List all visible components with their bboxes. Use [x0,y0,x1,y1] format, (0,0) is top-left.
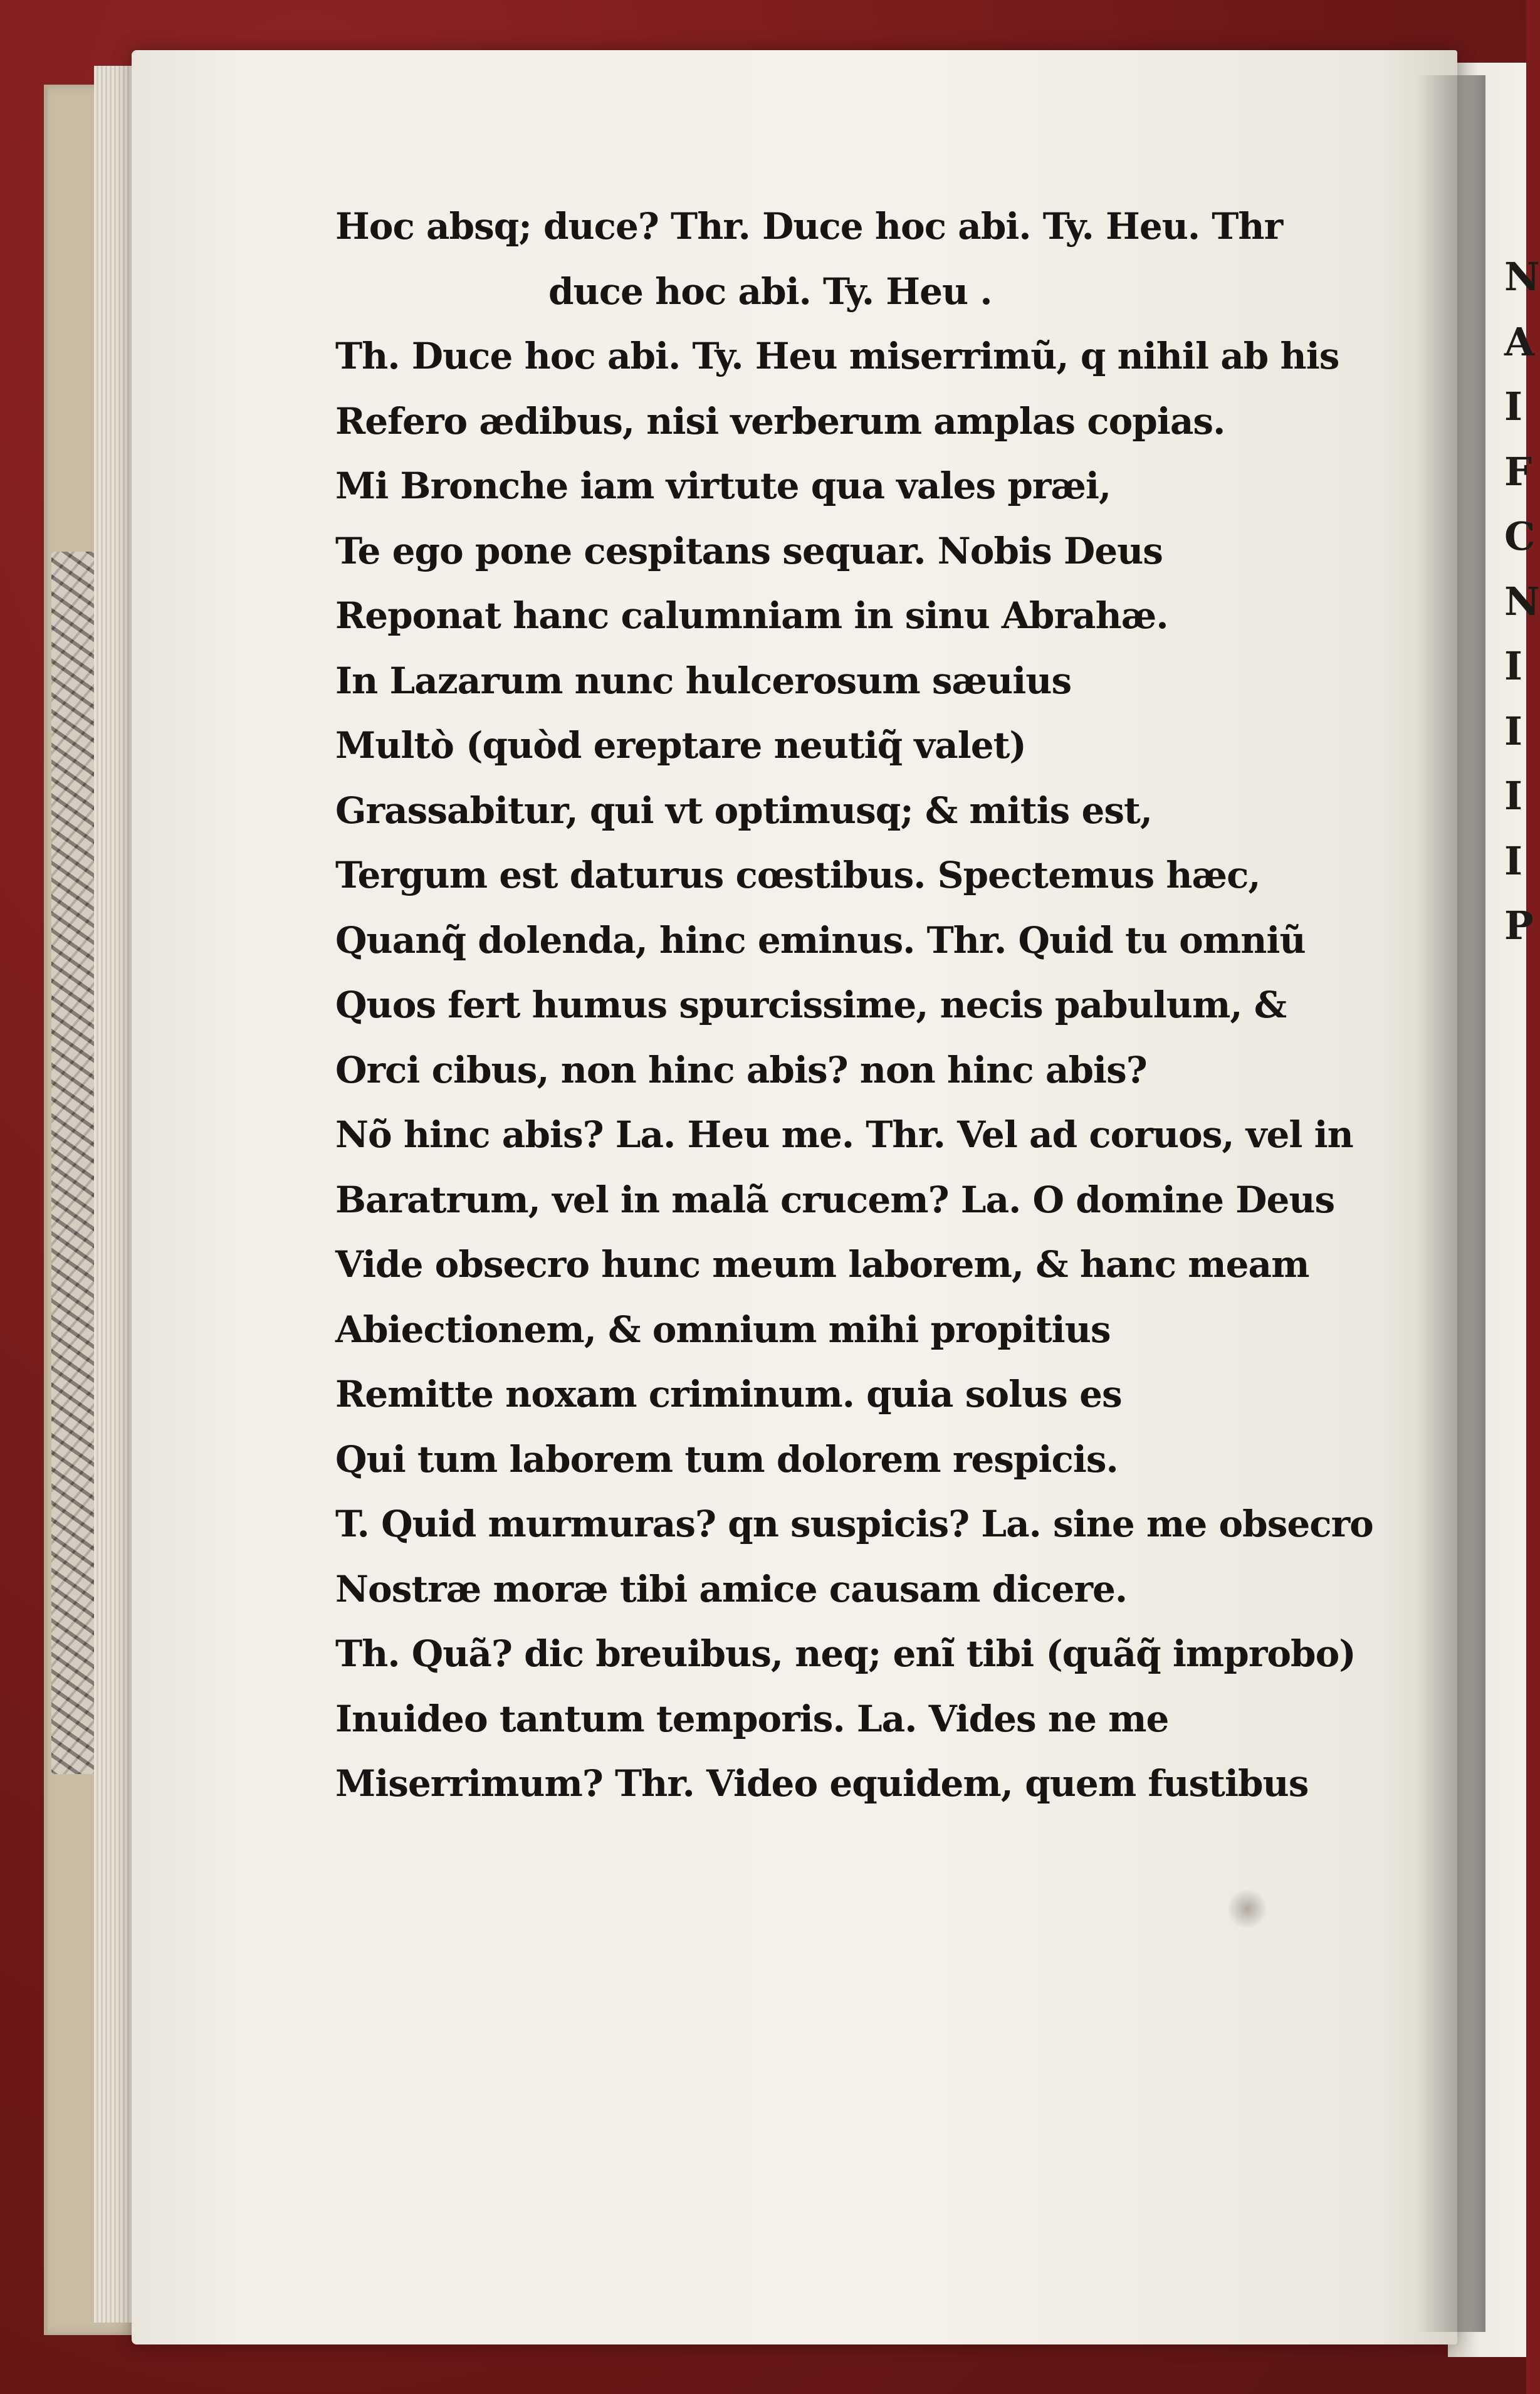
text-line: Th. Quã? dic breuibus, neq; enĩ tibi (quãq̃ improbo) [335,1632,1356,1675]
text-line: T. Quid murmuras? qn suspicis? La. sine me obsecro [335,1503,1373,1545]
text-line: Quos fert humus spurcissime, necis pabulum, & [335,984,1287,1026]
facing-letter: I [1504,773,1523,819]
text-line: Te ego pone cespitans sequar. Nobis Deus [335,529,1163,572]
ink-smudge [1228,1887,1266,1931]
text-line: Grassabitur, qui vt optimusq; & mitis est, [335,789,1153,832]
facing-letter: I [1504,837,1523,884]
text-line: duce hoc abi. Ty. Heu . [548,270,992,313]
text-line: Th. Duce hoc abi. Ty. Heu miserrimũ, q nihil ab his [335,335,1339,377]
text-line: Vide obsecro hunc meum laborem, & hanc meam [335,1243,1309,1286]
text-line: Hoc absq; duce? Thr. Duce hoc abi. Ty. Heu. Thr [335,205,1283,248]
text-line: Quanq̃ dolenda, hinc eminus. Thr. Quid tu omniũ [335,918,1306,962]
facing-letter: A [1504,318,1535,365]
text-line: Orci cibus, non hinc abis? non hinc abis? [335,1048,1147,1091]
text-line: Miserrimum? Thr. Video equidem, quem fustibus [335,1762,1309,1805]
text-line: Multò (quòd ereptare neutiq̃ valet) [335,724,1026,767]
facing-letter: I [1504,643,1523,689]
text-line: Remitte noxam criminum. quia solus es [335,1373,1122,1415]
facing-letter: P [1504,903,1534,948]
text-line: Refero ædibus, nisi verberum amplas copias. [335,399,1225,443]
text-line: Qui tum laborem tum dolorem respicis. [335,1437,1118,1481]
text-line: In Lazarum nunc hulcerosum sæuius [335,659,1072,702]
facing-letter: I [1504,384,1523,429]
facing-letter: N [1504,578,1540,624]
text-line: Nõ hinc abis? La. Heu me. Thr. Vel ad coruos, vel in [335,1113,1353,1156]
text-line: Inuideo tantum temporis. La. Vides ne me [335,1697,1169,1740]
marbled-endpaper [51,552,95,1774]
text-line: Tergum est daturus cœstibus. Spectemus hæc, [335,854,1260,896]
facing-letter: C [1504,513,1536,559]
facing-letter: N [1504,254,1540,300]
facing-letter: I [1504,708,1523,754]
page-gutter-shadow [1417,75,1485,2332]
text-line: Mi Bronche iam virtute qua vales præi, [335,465,1111,507]
facing-letter: F [1504,448,1532,495]
text-line: Baratrum, vel in malã crucem? La. O domine Deus [335,1178,1335,1221]
page-text-block [335,194,1373,1817]
facing-page-text [1504,244,1540,958]
text-line: Nostræ moræ tibi amice causam dicere. [335,1567,1128,1610]
text-line: Abiectionem, & omnium mihi propitius [335,1308,1111,1351]
text-line: Reponat hanc calumniam in sinu Abrahæ. [335,594,1168,637]
